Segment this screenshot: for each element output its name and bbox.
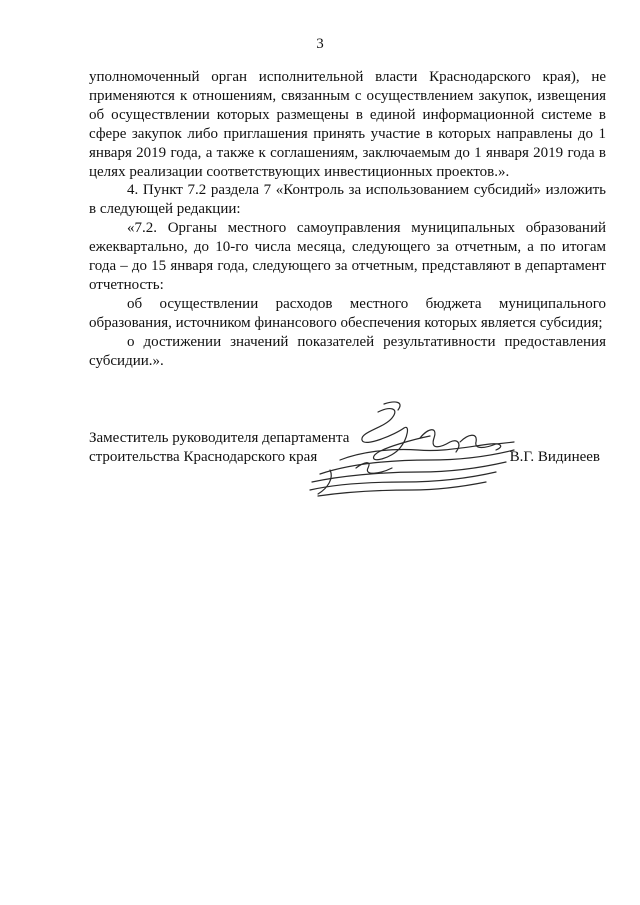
document-body bbox=[89, 68, 606, 371]
page-number: 3 bbox=[316, 36, 324, 52]
paragraph-expenses-report: об осуществлении расходов местного бюджета муниципального образования, источником финансового обеспечения которых является субсидия; bbox=[89, 295, 606, 331]
handwritten-signature bbox=[300, 398, 530, 510]
signer-name: В.Г. Видинеев bbox=[509, 449, 600, 465]
paragraph-item-4: 4. Пункт 7.2 раздела 7 «Контроль за использованием субсидий» изложить в следующей редакции: bbox=[89, 182, 606, 218]
signer-position-line-1: Заместитель руководителя департамента bbox=[89, 430, 350, 446]
paragraph-indicators-report: о достижении значений показателей результативности предоставления субсидии.». bbox=[89, 333, 606, 369]
paragraph-clause-7-2: «7.2. Органы местного самоуправления муниципальных образований ежеквартально, до 10-го числа месяца, следующего за отчетным, а по итогам года – до 15 января года, следующего за отчетным, представляют в департамент отчетность: bbox=[89, 220, 606, 293]
signer-position-line-2: строительства Краснодарского края bbox=[89, 448, 318, 465]
paragraph-continuation: уполномоченный орган исполнительной власти Краснодарского края), не применяются к отношениям, связанным с осуществлением закупок, извещения об осуществлении которых размещены в единой информационной системе в сфере закупок либо приглашения принять участие в которых направлены до 1 января 2019 года, а также к соглашениям, заключаемым до 1 января 2019 года в целях реализации соответствующих инвестиционных проектов.». bbox=[89, 69, 606, 180]
